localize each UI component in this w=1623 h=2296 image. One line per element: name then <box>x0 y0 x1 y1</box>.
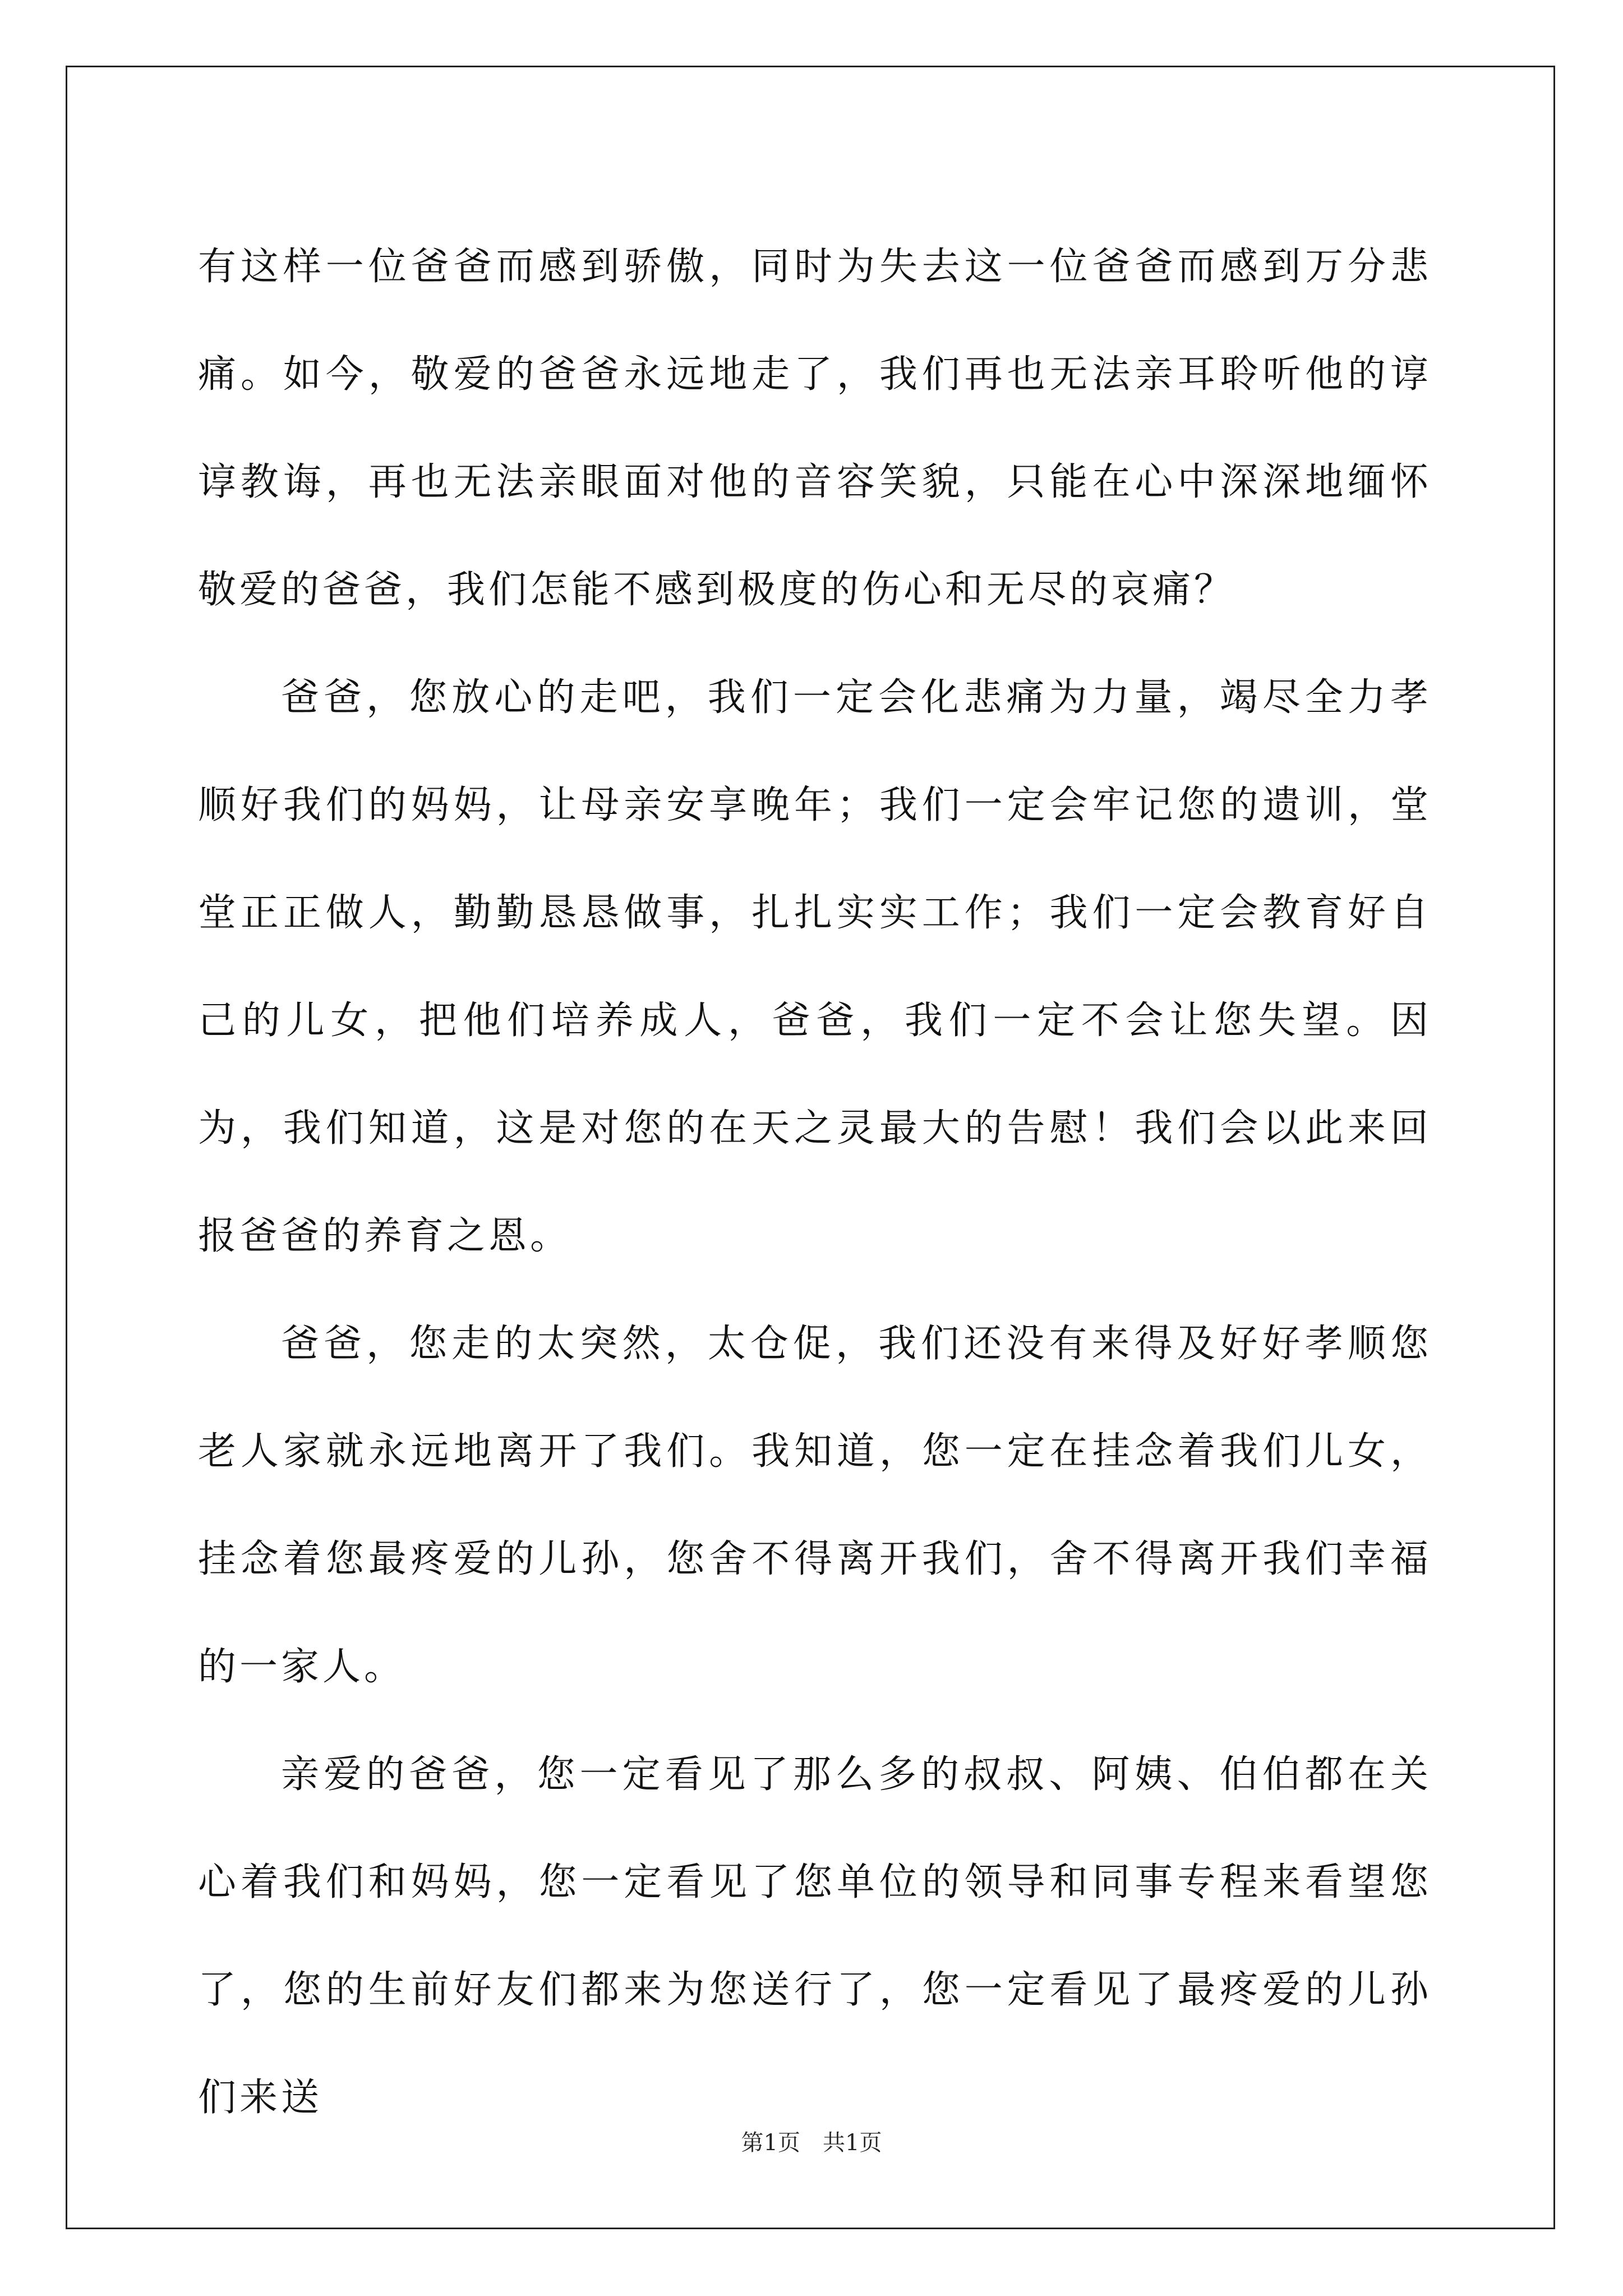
paragraph-4: 亲爱的爸爸，您一定看见了那么多的叔叔、阿姨、伯伯都在关心着我们和妈妈，您一定看见了您单位的领导和同事专程来看望您了，您的生前好友们都来为您送行了，您一定看见了最疼爱的儿孙们来送 <box>198 1752 1432 2120</box>
page-footer: 第1页 共1页 <box>741 2130 882 2156</box>
paragraph-1: 有这样一位爸爸而感到骄傲，同时为失去这一位爸爸而感到万分悲痛。如今，敬爱的爸爸永远地走了，我们再也无法亲耳聆听他的谆谆教诲，再也无法亲眼面对他的音容笑貌，只能在心中深深地缅怀敬爱的爸爸，我们怎能不感到极度的伤心和无尽的哀痛？ <box>198 245 1432 612</box>
paragraph-2: 爸爸，您放心的走吧，我们一定会化悲痛为力量，竭尽全力孝顺好我们的妈妈，让母亲安享晚年；我们一定会牢记您的遗训，堂堂正正做人，勤勤恳恳做事，扎扎实实工作；我们一定会教育好自己的儿女，把他们培养成人，爸爸，我们一定不会让您失望。因为，我们知道，这是对您的在天之灵最大的告慰！我们会以此来回报爸爸的养育之恩。 <box>198 675 1432 1258</box>
document-body <box>198 213 1432 2152</box>
paragraph-3: 爸爸，您走的太突然，太仓促，我们还没有来得及好好孝顺您老人家就永远地离开了我们。我知道，您一定在挂念着我们儿女，挂念着您最疼爱的儿孙，您舍不得离开我们，舍不得离开我们幸福的一家人。 <box>198 1322 1432 1689</box>
